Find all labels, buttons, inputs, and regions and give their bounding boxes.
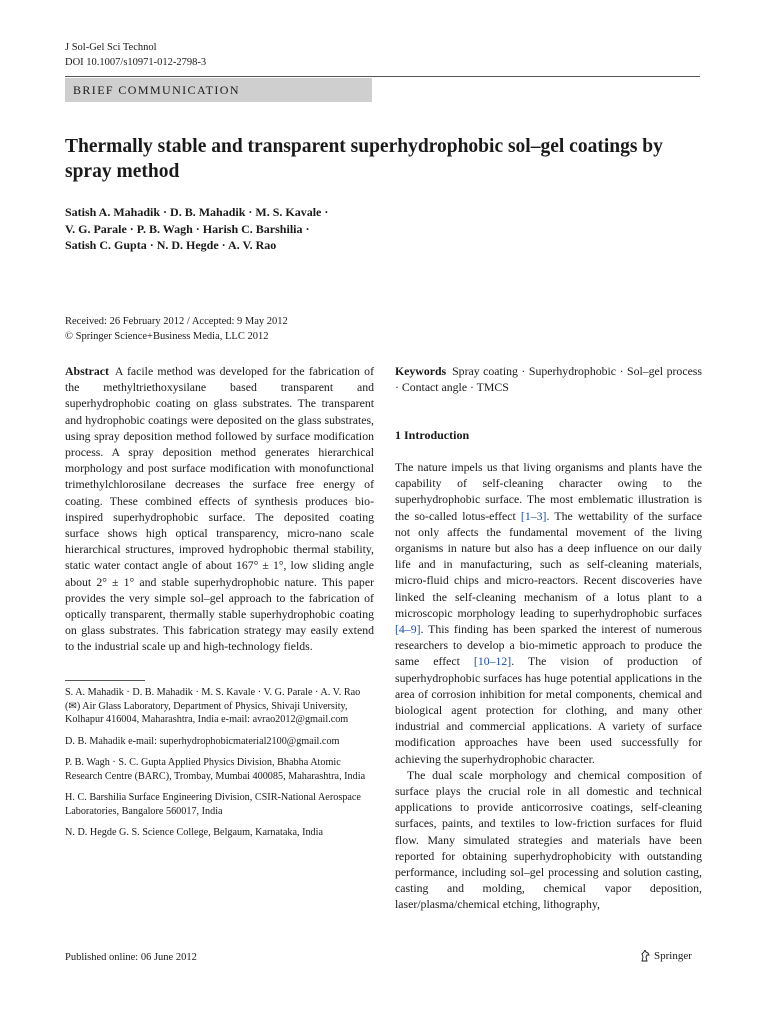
keywords [395, 363, 702, 395]
text-run: The nature impels us that living organisms and plants have the capability of self-cleaning character owing to the superhydrophobic surface. The most emblematic illustration is the so-called lotus-effect [395, 460, 702, 523]
publisher-name: Springer [654, 950, 692, 962]
abstract [65, 363, 374, 655]
paragraph [395, 459, 702, 767]
paragraph: The dual scale morphology and chemical composition of surface plays the crucial role in all domestic and technical applications to provide anticorrosive coatings, self-cleaning surfaces, paints, and textiles to low-friction surfaces for fluid flow. Many simulated strategies and materials have been reported for obtaining superhydrophobicity with outstanding performance, including sol–gel processing and solution casting, casting and molding, chemical vapor deposition, laser/plasma/chemical etching, lithography, [395, 767, 702, 912]
author-list [65, 204, 395, 254]
author-line: V. G. Parale · P. B. Wagh · Harish C. Barshilia · [65, 221, 310, 236]
affiliation: P. B. Wagh · S. C. Gupta Applied Physics Division, Bhabha Atomic Research Centre (BARC), Trombay, Mumbai 400085, Maharashtra, India [65, 757, 366, 782]
text-run: . The vision of production of superhydrophobic surfaces has huge potential applications in the area of corrosion inhibition for metal components, chemical and biological agent protection for clothing, and many other industrial and commercial applications. A variety of surface modification approaches have been used successfully for achieving the superhydrophobic character. [395, 654, 702, 766]
doi[interactable]: DOI 10.1007/s10971-012-2798-3 [65, 57, 207, 68]
text-run: . This finding has been sparked the interest of numerous researchers to develop a bio-mimetic approach to produce the same effect [395, 622, 702, 669]
article-type-banner: BRIEF COMMUNICATION [65, 78, 372, 102]
citation-link[interactable]: [10–12] [473, 654, 512, 669]
journal-name: J Sol-Gel Sci Technol [65, 42, 157, 53]
citation-link[interactable]: [1–3] [520, 508, 547, 523]
author-line: Satish C. Gupta · N. D. Hegde · A. V. Rao [65, 238, 277, 252]
received-accepted: Received: 26 February 2012 / Accepted: 9 May 2012 [65, 316, 288, 327]
abstract-label: Abstract [65, 364, 109, 378]
paper-title: Thermally stable and transparent superhydrophobic sol–gel coatings by spray method [65, 136, 663, 182]
footnote-separator [65, 680, 145, 681]
keywords-text: Spray coating · Superhydrophobic · Sol–gel process · Contact angle · TMCS [395, 364, 702, 395]
journal-header [65, 40, 206, 70]
section-heading-introduction: 1 Introduction [395, 428, 470, 442]
article-dates [65, 314, 288, 344]
affiliation: N. D. Hegde G. S. Science College, Belgaum, Karnataka, India [65, 827, 324, 838]
affiliation: D. B. Mahadik e-mail: superhydrophobicmaterial2100@gmail.com [65, 735, 340, 747]
citation-link[interactable]: [4–9] [395, 622, 421, 637]
text-run: . The wettability of the surface not only affects the fundamental movement of the living organisms in nature but also has a deep influence on our daily life and in manufacturing, such as self-cleaning materials, micro-fluid chips and micro-reactors. Recent discoveries have linked the self-cleaning mechanism of a lotus plant to a microscopic morphology leading to superhydrophobic surfaces [395, 508, 703, 620]
abstract-text: A facile method was developed for the fabrication of the methyltriethoxysilane based transparent and superhydrophobic coating on glass substrates. The transparent and hydrophobic coatings were deposited on the glass substrates, using spray deposition method followed by surface modification process. A spray deposition method generates hierarchical morphology and post surface modification with monofunctional trimethylchlorosilane decreases the surface free energy of coating. These combined effects of synthesis produces bio-inspired superhydrophobic surface. The deposited coating surface shows high optical transparency, micro-nano scale hierarchical structures, improved hydrophobic thermal stability, static water contact angle of about 167° ± 1°, low sliding angle about 2° ± 1° and stable superhydrophobic nature. This paper provides the very simple sol–gel approach to the fabrication of optically transparent, thermally stable superhydrophobic coating on glass substrates. This fabrication strategy may easily extend to the industrial scale up and high-technology fields. [65, 364, 374, 654]
copyright: © Springer Science+Business Media, LLC 2012 [65, 331, 269, 342]
affiliation: S. A. Mahadik · D. B. Mahadik · M. S. Kavale · V. G. Parale · A. V. Rao (✉) Air Glass Laboratory, Department of Physics, Shivaji University, Kolhapur 416004, Maharashtra, India e-mail: avrao2012@gmail.com [65, 687, 361, 725]
affiliations [65, 686, 374, 848]
header-rule [65, 76, 700, 77]
affiliation: H. C. Barshilia Surface Engineering Division, CSIR-National Aerospace Laboratories, Bangalore 560017, India [65, 792, 361, 817]
publisher-logo [640, 950, 692, 962]
keywords-label: Keywords [395, 364, 447, 378]
springer-horse-icon [640, 950, 651, 962]
published-online: Published online: 06 June 2012 [65, 952, 197, 963]
introduction-body [395, 459, 702, 913]
author-line: Satish A. Mahadik · D. B. Mahadik · M. S. Kavale · [65, 205, 329, 219]
